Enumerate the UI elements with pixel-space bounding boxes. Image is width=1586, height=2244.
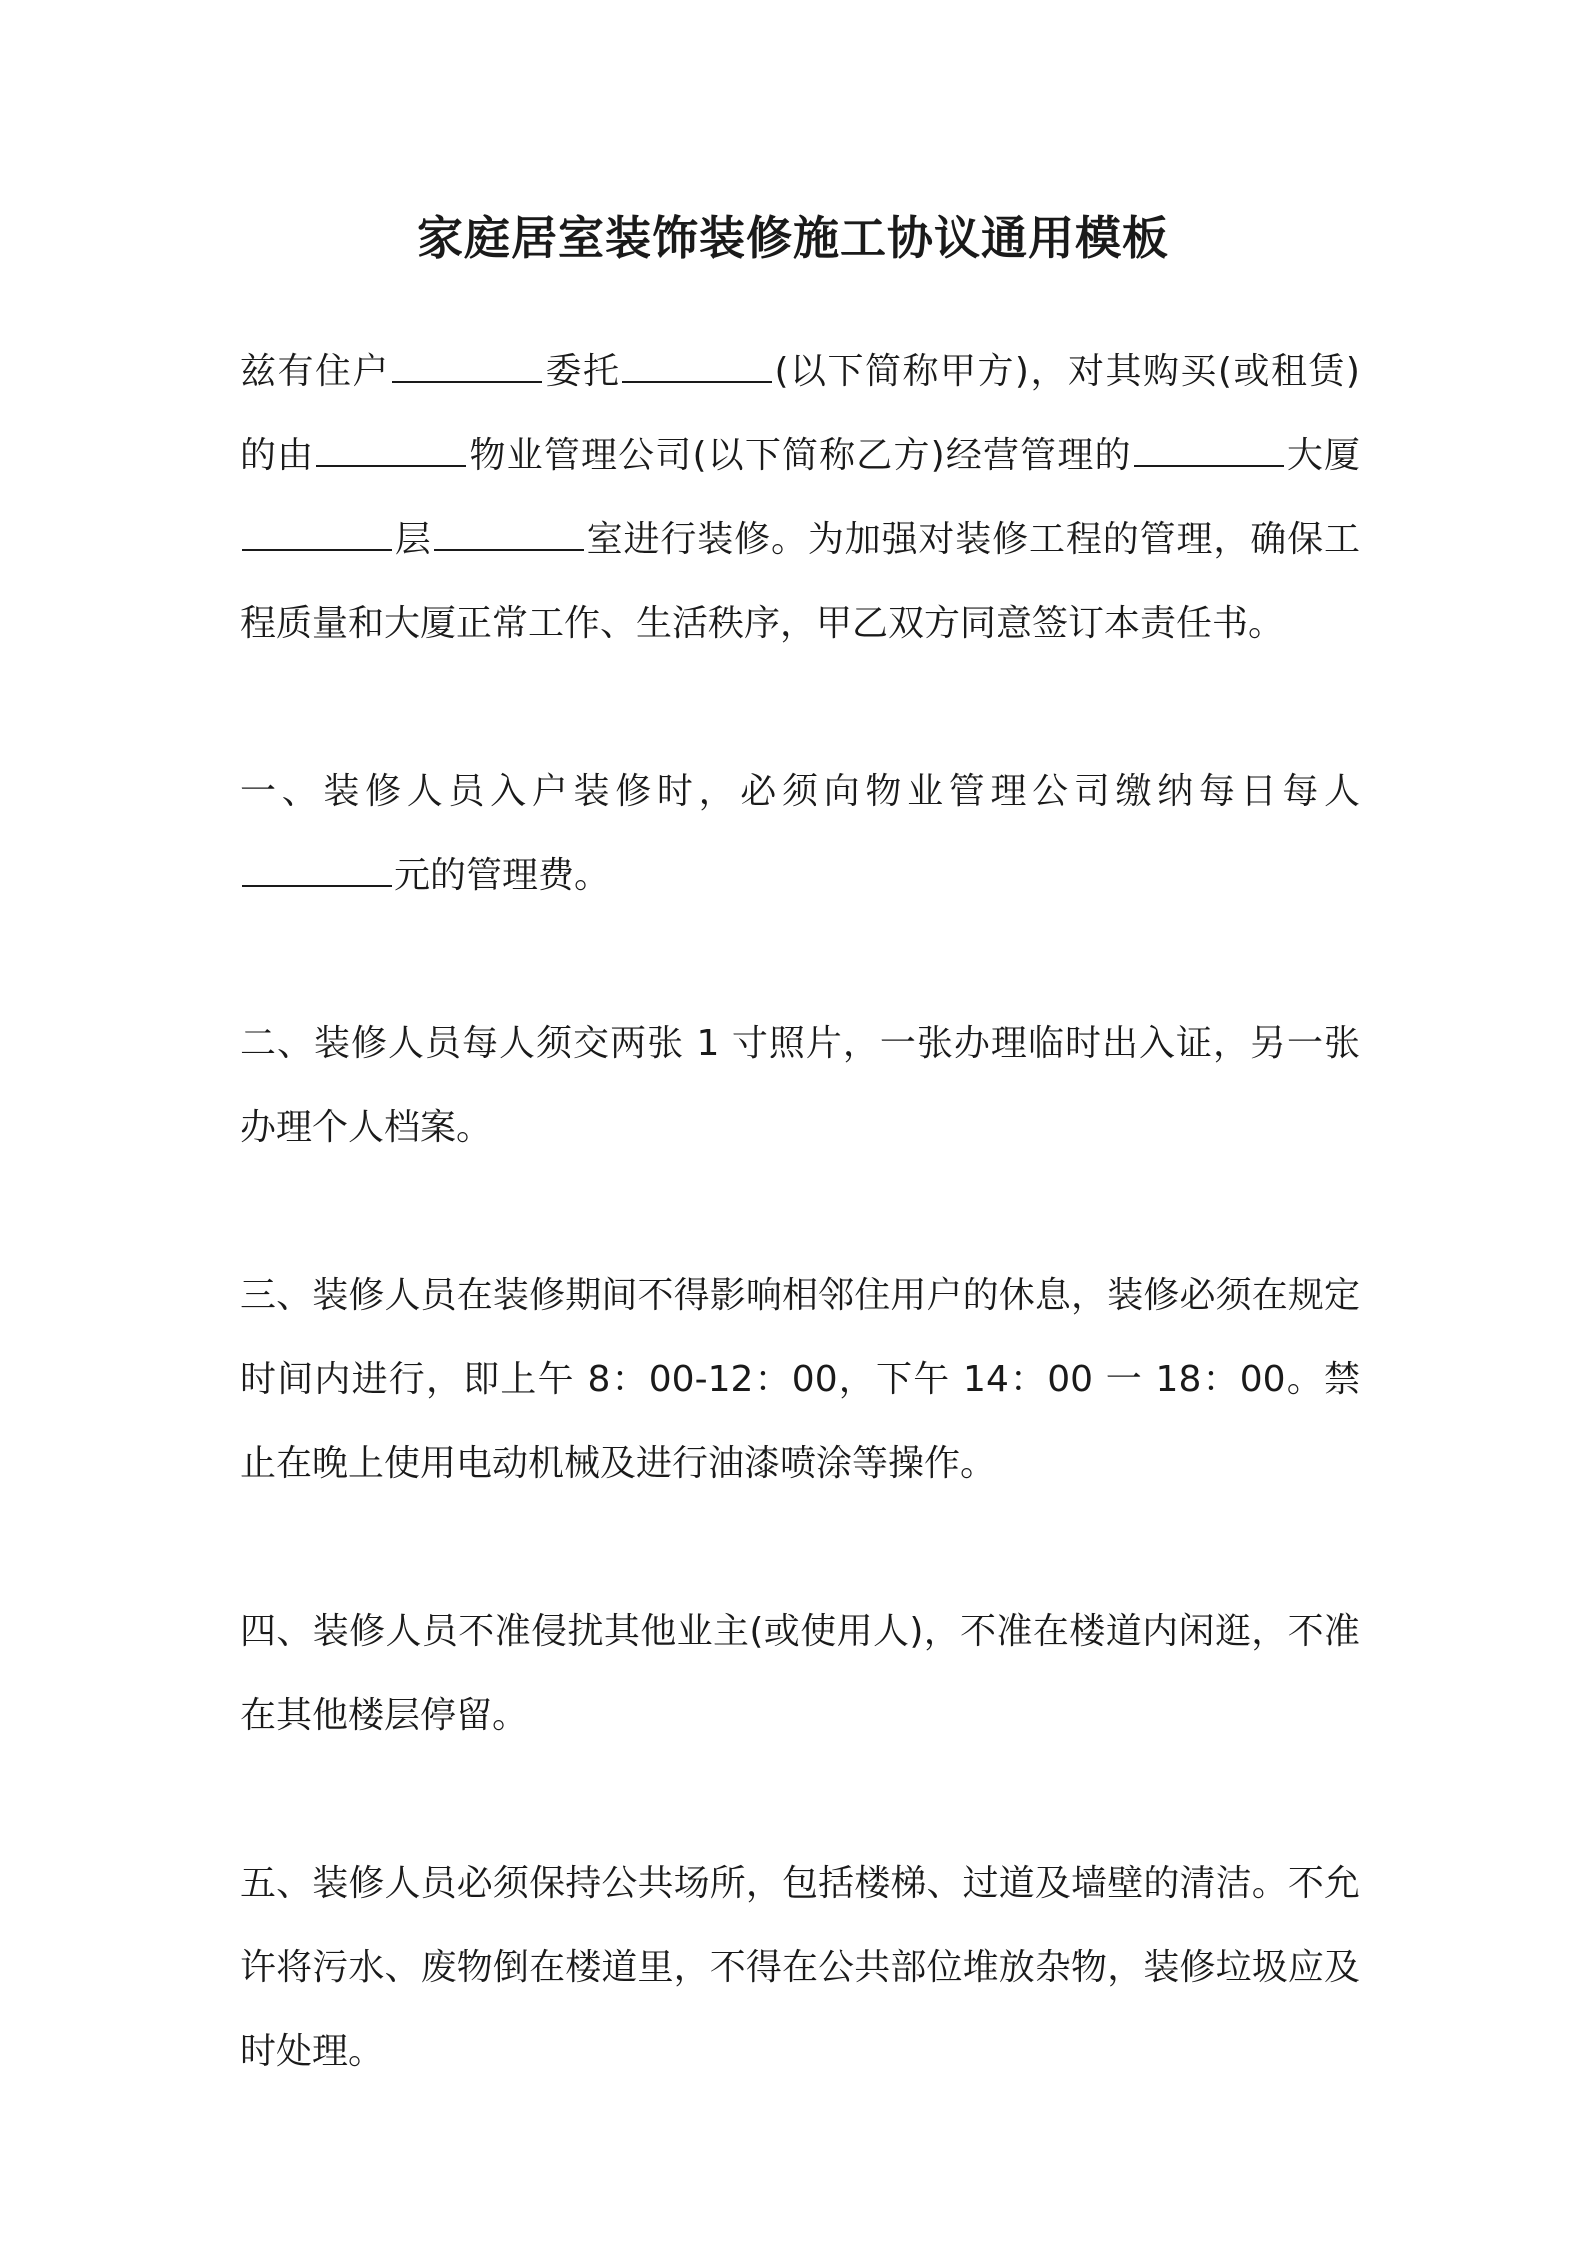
spacer bbox=[240, 1758, 1360, 1842]
property-company-blank bbox=[316, 431, 466, 467]
spacer bbox=[240, 918, 1360, 1002]
intro-text-2: 委托 bbox=[543, 351, 621, 392]
clause-5: 五、装修人员必须保持公共场所，包括楼梯、过道及墙壁的清洁。不允许将污水、废物倒在楼道里，不得在公共部位堆放杂物，装修垃圾应及时处理。 bbox=[240, 1863, 1360, 2072]
clause-1-text-2: 元的管理费。 bbox=[394, 855, 611, 896]
spacer bbox=[240, 1170, 1360, 1254]
building-name-blank bbox=[1134, 431, 1284, 467]
document-title: 家庭居室装饰装修施工协议通用模板 bbox=[417, 211, 1169, 265]
clause-4: 四、装修人员不准侵扰其他业主(或使用人)，不准在楼道内闲逛，不准在其他楼层停留。 bbox=[240, 1611, 1360, 1736]
floor-number-blank bbox=[242, 515, 392, 551]
resident-name-blank bbox=[392, 347, 542, 383]
spacer bbox=[240, 1506, 1360, 1590]
intro-text-6: 层 bbox=[394, 519, 432, 560]
intro-text-3: (以下简称甲方)，对其购买(或租赁)的由 bbox=[240, 351, 1360, 476]
intro-text-7: 室进行装修。为加强对装修工程的管理，确保工程质量和大厦正常工作、生活秩序，甲乙双方同意签订本责任书。 bbox=[240, 519, 1360, 644]
clause-1-text-1: 一、装修人员入户装修时，必须向物业管理公司缴纳每日每人 bbox=[240, 771, 1360, 812]
daily-fee-blank bbox=[242, 851, 392, 887]
intro-paragraph bbox=[240, 330, 1360, 666]
clause-1 bbox=[240, 750, 1360, 918]
room-number-blank bbox=[434, 515, 584, 551]
entrusted-party-blank bbox=[622, 347, 772, 383]
intro-text-1: 兹有住户 bbox=[240, 351, 390, 392]
clause-2: 二、装修人员每人须交两张 1 寸照片，一张办理临时出入证，另一张办理个人档案。 bbox=[240, 1023, 1360, 1148]
intro-text-4: 物业管理公司(以下简称乙方)经营管理的 bbox=[468, 435, 1132, 476]
spacer bbox=[240, 666, 1360, 750]
intro-text-5: 大厦 bbox=[1285, 435, 1360, 476]
document-body bbox=[240, 330, 1360, 2094]
clause-3: 三、装修人员在装修期间不得影响相邻住用户的休息，装修必须在规定时间内进行，即上午 8：00-12：00，下午 14：00 一 18：00。禁止在晚上使用电动机械及进行油漆喷涂等操作。 bbox=[240, 1275, 1360, 1484]
